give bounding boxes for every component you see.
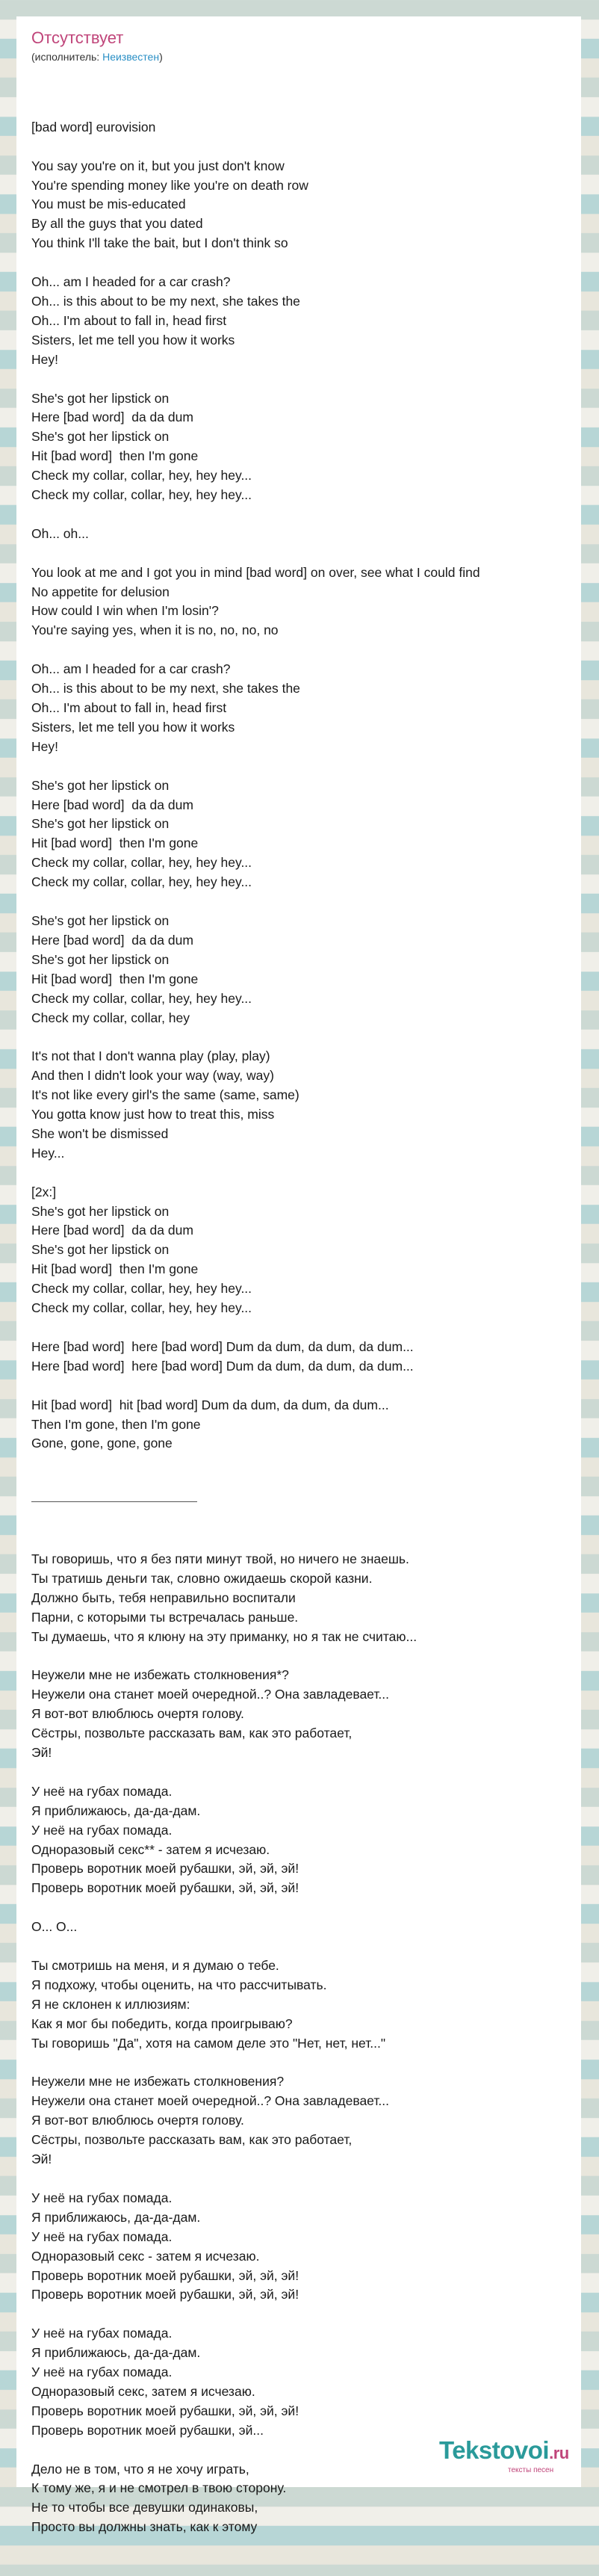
lyrics-line: Oh... is this about to be my next, she takes the (31, 293, 300, 309)
lyrics-blank-line (31, 2054, 569, 2073)
lyrics-line: Oh... oh... (31, 525, 89, 541)
lyrics-line: Я не склонен к иллюзиям: (31, 1996, 190, 2012)
lyrics-line: Here [bad word] here [bad word] Dum da dum, da dum, da dum... (31, 1358, 414, 1374)
byline-prefix: (исполнитель: (31, 51, 103, 63)
lyrics-line: У неё на губах помада. (31, 2228, 173, 2244)
lyrics-line: Проверь воротник моей рубашки, эй, эй, эй! (31, 2267, 300, 2283)
lyrics-line: Одноразовый секс** - затем я исчезаю. (31, 1841, 270, 1857)
lyrics-text (31, 79, 569, 2576)
lyrics-line: Проверь воротник моей рубашки, эй... (31, 2422, 264, 2438)
lyrics-divider (31, 1501, 197, 1502)
logo-name: Tekstovoi (439, 2436, 550, 2464)
lyrics-line: She's got her lipstick on (31, 429, 170, 445)
lyrics-line: Check my collar, collar, hey, hey hey... (31, 1300, 252, 1316)
lyrics-line: By all the guys that you dated (31, 216, 203, 232)
lyrics-line: Неужели она станет моей очередной..? Она завладевает... (31, 1687, 389, 1702)
lyrics-line: She's got her lipstick on (31, 390, 170, 406)
lyrics-line: Проверь воротник моей рубашки, эй, эй, эй! (31, 1880, 300, 1896)
lyrics-line: Ты говоришь, что я без пяти минут твой, но ничего не знаешь. (31, 1551, 409, 1566)
lyrics-line: У неё на губах помада. (31, 1783, 173, 1799)
logo-tld: .ru (549, 2444, 569, 2462)
lyrics-line: Я вот-вот влюблюсь очертя голову. (31, 1706, 244, 1722)
lyrics-line: You're saying yes, when it is no, no, no, no (31, 623, 279, 638)
lyrics-line: Одноразовый секс, затем я исчезаю. (31, 2383, 255, 2399)
lyrics-line: It's not that I don't wanna play (play, play) (31, 1048, 270, 1064)
byline-suffix: ) (159, 51, 163, 63)
lyrics-line: Sisters, let me tell you how it works (31, 719, 235, 735)
lyrics-blank-line (31, 2169, 569, 2189)
lyrics-blank-line (31, 370, 569, 389)
lyrics-line: Ты тратишь деньги так, словно ожидаешь скорой казни. (31, 1570, 373, 1586)
lyrics-line: You must be mis-educated (31, 197, 186, 212)
lyrics-line: Ты смотришь на меня, и я думаю о тебе. (31, 1958, 279, 1973)
lyrics-blank-line (31, 1377, 569, 1396)
lyrics-blank-line (31, 505, 569, 525)
lyrics-line: No appetite for delusion (31, 584, 170, 599)
lyrics-line: She won't be dismissed (31, 1125, 169, 1141)
lyrics-line: Эй! (31, 1745, 52, 1761)
lyrics-line: Не то чтобы все девушки одинаковы, (31, 2500, 258, 2515)
lyrics-line: You think I'll take the bait, but I don't think so (31, 235, 288, 251)
lyrics-line: У неё на губах помада. (31, 1822, 173, 1838)
lyrics-line: Oh... I'm about to fall in, head first (31, 312, 227, 328)
lyrics-line: Неужели она станет моей очередной..? Она завладевает... (31, 2093, 389, 2109)
lyrics-line: Hit [bad word] then I'm gone (31, 1261, 199, 1277)
lyrics-line: Oh... am I headed for a car crash? (31, 274, 231, 290)
lyrics-line: Я приближаюсь, да-да-дам. (31, 2345, 201, 2361)
lyrics-line: She's got her lipstick on (31, 777, 170, 793)
lyrics-line: Должно быть, тебя неправильно воспитали (31, 1590, 296, 1605)
lyrics-line: It's not like every girl's the same (same, same) (31, 1087, 300, 1103)
lyrics-line: Проверь воротник моей рубашки, эй, эй, эй! (31, 1861, 300, 1877)
lyrics-line: У неё на губах помада. (31, 2326, 173, 2341)
lyrics-line: Эй! (31, 2152, 52, 2167)
lyrics-line: Неужели мне не избежать столкновения*? (31, 1667, 289, 1683)
lyrics-line: Одноразовый секс - затем я исчезаю. (31, 2248, 260, 2264)
lyrics-line: She's got her lipstick on (31, 816, 170, 832)
lyrics-line: Here [bad word] da da dum (31, 1223, 193, 1238)
lyrics-line: Как я мог бы победить, когда проигрываю? (31, 2016, 293, 2031)
lyrics-line: У неё на губах помада. (31, 2190, 173, 2205)
lyrics-line: Я приближаюсь, да-да-дам. (31, 1803, 201, 1818)
lyrics-blank-line (31, 1028, 569, 1047)
lyrics-line: You're spending money like you're on death row (31, 177, 308, 193)
lyrics-line: [bad word] eurovision (31, 119, 156, 135)
song-title: Отсутствует (31, 28, 124, 47)
lyrics-line: Я приближаюсь, да-да-дам. (31, 2209, 201, 2225)
lyrics-line: Hey! (31, 738, 58, 754)
lyrics-russian (31, 1550, 569, 2537)
lyrics-line: Hit [bad word] then I'm gone (31, 971, 199, 986)
lyrics-line: You say you're on it, but you just don't know (31, 158, 285, 173)
lyrics-line: She's got her lipstick on (31, 1242, 170, 1258)
lyrics-line: Check my collar, collar, hey, hey hey... (31, 487, 252, 503)
lyrics-line: Я вот-вот влюблюсь очертя голову. (31, 2113, 244, 2128)
site-logo[interactable] (439, 2438, 599, 2483)
lyrics-line: Hey! (31, 351, 58, 367)
lyrics-line: Ты говоришь "Да", хотя на самом деле это "Нет, нет, нет..." (31, 2035, 386, 2051)
lyrics-blank-line (31, 544, 569, 563)
lyrics-blank-line (31, 1318, 569, 1338)
lyrics-line: Ты думаешь, что я клюну на эту приманку, но я так не считаю... (31, 1628, 418, 1644)
lyrics-line: Проверь воротник моей рубашки, эй, эй, эй! (31, 2287, 300, 2302)
lyrics-line: Сёстры, позвольте рассказать вам, как это работает, (31, 2132, 353, 2148)
lyrics-line: Просто вы должны знать, как к этому (31, 2519, 258, 2535)
lyrics-line: Hit [bad word] then I'm gone (31, 835, 199, 851)
lyrics-line: Here [bad word] da da dum (31, 410, 193, 425)
lyrics-line: Сёстры, позвольте рассказать вам, как это работает, (31, 1726, 353, 1741)
lyrics-blank-line (31, 892, 569, 912)
artist-link[interactable]: Неизвестен (102, 51, 160, 63)
lyrics-blank-line (31, 1937, 569, 1956)
lyrics-line: Check my collar, collar, hey, hey hey... (31, 990, 252, 1006)
lyrics-line: О... О... (31, 1919, 78, 1935)
lyrics-line: Check my collar, collar, hey, hey hey... (31, 874, 252, 890)
lyrics-line: Oh... is this about to be my next, she takes the (31, 681, 300, 696)
lyrics-line: She's got her lipstick on (31, 912, 170, 928)
lyrics-blank-line (31, 253, 569, 273)
lyrics-line: Check my collar, collar, hey, hey hey... (31, 1281, 252, 1297)
lyrics-line: Check my collar, collar, hey (31, 1010, 190, 1025)
lyrics-line: Check my collar, collar, hey, hey hey... (31, 468, 252, 484)
lyrics-blank-line (31, 1898, 569, 1918)
lyrics-line: Парни, с которыми ты встречалась раньше. (31, 1609, 299, 1625)
lyrics-blank-line (31, 138, 569, 157)
lyrics-line: She's got her lipstick on (31, 1203, 170, 1219)
lyrics-line: Hit [bad word] then I'm gone (31, 448, 199, 464)
lyrics-line: And then I didn't look your way (way, way) (31, 1068, 274, 1084)
lyrics-line: You gotta know just how to treat this, miss (31, 1107, 275, 1122)
lyrics-line: Hit [bad word] hit [bad word] Dum da dum, da dum, da dum... (31, 1397, 389, 1412)
lyrics-blank-line (31, 1763, 569, 1782)
lyrics-blank-line (31, 1164, 569, 1183)
lyrics-line: Oh... I'm about to fall in, head first (31, 700, 227, 715)
lyrics-line: К тому же, я и не смотрел в твою сторону. (31, 2480, 287, 2496)
lyrics-line: Дело не в том, что я не хочу играть, (31, 2461, 249, 2477)
lyrics-card (16, 16, 581, 2535)
lyrics-line: [2x:] (31, 1184, 57, 1199)
lyrics-line: You look at me and I got you in mind [bad word] on over, see what I could find (31, 564, 480, 580)
lyrics-blank-line (31, 2305, 569, 2324)
lyrics-line: Then I'm gone, then I'm gone (31, 1416, 201, 1432)
lyrics-line: У неё на губах помада. (31, 2365, 173, 2380)
lyrics-blank-line (31, 640, 569, 660)
lyrics-english (31, 118, 569, 1454)
lyrics-blank-line (31, 1647, 569, 1667)
lyrics-line: Неужели мне не избежать столкновения? (31, 2074, 285, 2089)
lyrics-line: Check my collar, collar, hey, hey hey... (31, 855, 252, 871)
lyrics-line: She's got her lipstick on (31, 951, 170, 967)
logo-wordmark (439, 2438, 569, 2462)
logo-tagline: тексты песен (508, 2466, 554, 2474)
lyrics-line: Проверь воротник моей рубашки, эй, эй, эй! (31, 2403, 300, 2418)
lyrics-blank-line (31, 757, 569, 776)
lyrics-line: How could I win when I'm losin'? (31, 603, 219, 619)
artist-byline (31, 51, 163, 64)
lyrics-line: Here [bad word] here [bad word] Dum da dum, da dum, da dum... (31, 1338, 414, 1354)
lyrics-line: Sisters, let me tell you how it works (31, 332, 235, 348)
lyrics-line: Я подхожу, чтобы оценить, на что рассчитывать. (31, 1977, 327, 1992)
lyrics-line: Hey... (31, 1145, 65, 1161)
lyrics-line: Gone, gone, gone, gone (31, 1436, 173, 1451)
lyrics-line: Here [bad word] da da dum (31, 797, 193, 812)
lyrics-line: Here [bad word] da da dum (31, 932, 193, 948)
lyrics-line: Oh... am I headed for a car crash? (31, 661, 231, 677)
